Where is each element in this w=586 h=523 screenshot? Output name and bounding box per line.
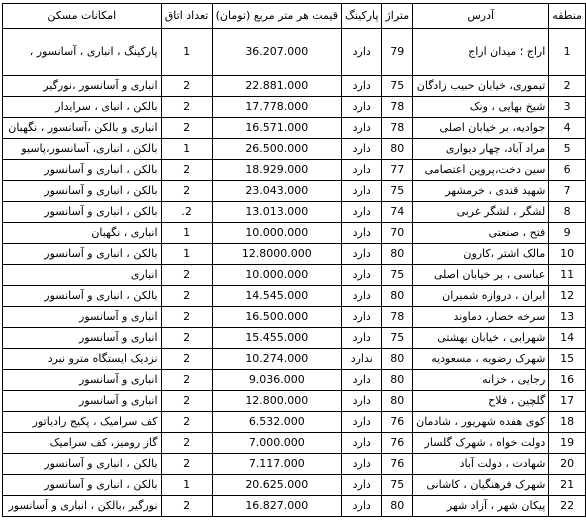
cell-rooms: 1	[161, 244, 212, 265]
cell-address: شهرابی ، خیابان بهشتی	[413, 328, 549, 349]
cell-rooms: 2	[161, 76, 212, 97]
cell-amenities: انباری و بالکن ،آسانسور ، نگهبان	[3, 118, 162, 139]
cell-parking: دارد	[342, 202, 382, 223]
cell-parking: دارد	[342, 244, 382, 265]
cell-address: مالک اشتر ،کارون	[413, 244, 549, 265]
cell-price: 12.8000.000	[212, 244, 341, 265]
cell-amenities: نورگیر ،بالکن ، انباری و آسانسور	[3, 496, 162, 517]
cell-area: 74	[382, 202, 413, 223]
cell-area: 80	[382, 244, 413, 265]
cell-address: لشگر ، لشگر غربی	[413, 202, 549, 223]
cell-address: سین دخت،پروین اعتصامی	[413, 160, 549, 181]
cell-address: شهادت ، دولت آباد	[413, 454, 549, 475]
cell-amenities: پارکینگ ، انباری ، آسانسور ،	[3, 29, 162, 76]
table-row	[3, 391, 586, 412]
cell-address: رجایی ، خزانه	[413, 370, 549, 391]
cell-parking: دارد	[342, 139, 382, 160]
cell-region: 22	[549, 496, 586, 517]
cell-amenities: انباری و آسانسور ،نورگیر	[3, 76, 162, 97]
cell-region: 9	[549, 223, 586, 244]
cell-address: سرخه حصار، دماوند	[413, 307, 549, 328]
cell-area: 70	[382, 223, 413, 244]
cell-amenities: کف سرامیک ، پکیج رادیاتور	[3, 412, 162, 433]
header-area: متراژ	[382, 4, 413, 29]
cell-region: 11	[549, 265, 586, 286]
cell-address: شهرک رضویه ، مسعودیه	[413, 349, 549, 370]
cell-rooms: 2	[161, 118, 212, 139]
table-row	[3, 202, 586, 223]
cell-area: 80	[382, 349, 413, 370]
cell-parking: دارد	[342, 328, 382, 349]
cell-address: شیخ بهایی ، ونک	[413, 97, 549, 118]
cell-rooms: 2	[161, 349, 212, 370]
cell-parking: دارد	[342, 307, 382, 328]
cell-area: 76	[382, 412, 413, 433]
table-row	[3, 76, 586, 97]
cell-area: 75	[382, 328, 413, 349]
cell-rooms: 1	[161, 475, 212, 496]
cell-address: جوادیه، بر خیابان اصلی	[413, 118, 549, 139]
cell-region: 8	[549, 202, 586, 223]
cell-price: 23.043.000	[212, 181, 341, 202]
cell-parking: دارد	[342, 29, 382, 76]
cell-price: 16.571.000	[212, 118, 341, 139]
table-row	[3, 349, 586, 370]
cell-amenities: بالکن ، انباری و آسانسور	[3, 286, 162, 307]
cell-rooms: 2	[161, 265, 212, 286]
cell-region: 21	[549, 475, 586, 496]
cell-area: 80	[382, 370, 413, 391]
cell-rooms: 1	[161, 223, 212, 244]
cell-area: 76	[382, 433, 413, 454]
cell-address: فتح ، صنعتی	[413, 223, 549, 244]
cell-region: 3	[549, 97, 586, 118]
cell-price: 15.455.000	[212, 328, 341, 349]
cell-parking: دارد	[342, 433, 382, 454]
cell-area: 78	[382, 97, 413, 118]
cell-parking: دارد	[342, 412, 382, 433]
cell-amenities: انباری و آسانسور	[3, 307, 162, 328]
cell-price: 36.207.000	[212, 29, 341, 76]
cell-region: 15	[549, 349, 586, 370]
cell-amenities: بالکن ، انباری و آسانسور	[3, 181, 162, 202]
cell-parking: دارد	[342, 223, 382, 244]
table-row	[3, 139, 586, 160]
cell-area: 80	[382, 139, 413, 160]
table-row	[3, 475, 586, 496]
cell-rooms: 2	[161, 391, 212, 412]
cell-region: 1	[549, 29, 586, 76]
cell-address: مراد آباد، چهار دیواری	[413, 139, 549, 160]
table-row	[3, 433, 586, 454]
cell-region: 14	[549, 328, 586, 349]
cell-parking: دارد	[342, 181, 382, 202]
cell-price: 16.500.000	[212, 307, 341, 328]
cell-amenities: بالکن ، انباری، آسانسور،پاسیو	[3, 139, 162, 160]
cell-price: 14.545.000	[212, 286, 341, 307]
cell-region: 13	[549, 307, 586, 328]
table-row	[3, 223, 586, 244]
cell-address: ایران ، دروازه شمیران	[413, 286, 549, 307]
cell-rooms: 2	[161, 181, 212, 202]
cell-amenities: انباری	[3, 265, 162, 286]
header-price: قیمت هر متر مربع (تومان)	[212, 4, 341, 29]
cell-price: 20.625.000	[212, 475, 341, 496]
cell-area: 80	[382, 286, 413, 307]
cell-amenities: انباری و آسانسور	[3, 328, 162, 349]
cell-area: 78	[382, 118, 413, 139]
cell-region: 18	[549, 412, 586, 433]
cell-address: شهرک فرهنگیان ، کاشانی	[413, 475, 549, 496]
cell-region: 10	[549, 244, 586, 265]
cell-parking: دارد	[342, 496, 382, 517]
cell-address: کوی هفده شهریور ، شادمان	[413, 412, 549, 433]
table-row	[3, 265, 586, 286]
cell-region: 4	[549, 118, 586, 139]
cell-rooms: 2	[161, 97, 212, 118]
cell-rooms: 2	[161, 454, 212, 475]
cell-area: 79	[382, 29, 413, 76]
cell-area: 75	[382, 76, 413, 97]
cell-region: 16	[549, 370, 586, 391]
cell-price: 17.778.000	[212, 97, 341, 118]
table-row	[3, 412, 586, 433]
cell-address: دولت خواه ، شهرک گلسار	[413, 433, 549, 454]
cell-price: 7.000.000	[212, 433, 341, 454]
cell-amenities: گاز رومیز، کف سرامیک	[3, 433, 162, 454]
table-row	[3, 160, 586, 181]
cell-address: اراج ؛ میدان اراج	[413, 29, 549, 76]
cell-rooms: 1	[161, 29, 212, 76]
cell-price: 10.274.000	[212, 349, 341, 370]
table-row	[3, 496, 586, 517]
cell-parking: دارد	[342, 76, 382, 97]
cell-price: 22.881.000	[212, 76, 341, 97]
cell-area: 75	[382, 265, 413, 286]
cell-rooms: 2	[161, 307, 212, 328]
cell-rooms: 2	[161, 433, 212, 454]
cell-amenities: انباری و آسانسور	[3, 370, 162, 391]
cell-parking: دارد	[342, 475, 382, 496]
table-row	[3, 328, 586, 349]
cell-parking: دارد	[342, 160, 382, 181]
cell-address: گلچین ، فلاح	[413, 391, 549, 412]
cell-region: 5	[549, 139, 586, 160]
cell-region: 6	[549, 160, 586, 181]
header-parking: پارکینگ	[342, 4, 382, 29]
cell-price: 9.036.000	[212, 370, 341, 391]
cell-address: تیموری، خیابان حبیب زادگان	[413, 76, 549, 97]
cell-area: 77	[382, 160, 413, 181]
cell-address: شهید قندی ، خرمشهر	[413, 181, 549, 202]
cell-rooms: 2	[161, 370, 212, 391]
cell-parking: دارد	[342, 370, 382, 391]
cell-amenities: بالکن ، انباری و آسانسور	[3, 454, 162, 475]
cell-amenities: بالکن ، انباری و آسانسور	[3, 475, 162, 496]
header-address: آدرس	[413, 4, 549, 29]
cell-price: 7.117.000	[212, 454, 341, 475]
cell-price: 13.013.000	[212, 202, 341, 223]
cell-price: 18.929.000	[212, 160, 341, 181]
cell-rooms: 2	[161, 496, 212, 517]
cell-region: 12	[549, 286, 586, 307]
table-row	[3, 370, 586, 391]
cell-price: 16.827.000	[212, 496, 341, 517]
cell-area: 78	[382, 307, 413, 328]
table-row	[3, 286, 586, 307]
cell-region: 17	[549, 391, 586, 412]
table-row	[3, 118, 586, 139]
cell-price: 12.800.000	[212, 391, 341, 412]
cell-parking: دارد	[342, 265, 382, 286]
cell-area: 75	[382, 181, 413, 202]
cell-region: 19	[549, 433, 586, 454]
cell-amenities: بالکن ، انباری و آسانسور	[3, 160, 162, 181]
cell-amenities: بالکن ، انبای ، سرایدار	[3, 97, 162, 118]
cell-region: 20	[549, 454, 586, 475]
cell-rooms: 2.	[161, 202, 212, 223]
cell-amenities: انباری و آسانسور	[3, 391, 162, 412]
cell-rooms: 2	[161, 412, 212, 433]
cell-address: پیکان شهر ، آزاد شهر	[413, 496, 549, 517]
header-row	[3, 4, 586, 29]
table-row	[3, 29, 586, 76]
cell-amenities: نزدیک ایستگاه مترو نبرد	[3, 349, 162, 370]
cell-rooms: 1	[161, 139, 212, 160]
cell-address: عباسی ، بر خیابان اصلی	[413, 265, 549, 286]
property-table	[2, 3, 586, 517]
cell-amenities: بالکن ، انباری و آسانسور	[3, 202, 162, 223]
header-region: منطقه	[549, 4, 586, 29]
table-row	[3, 97, 586, 118]
cell-parking: دارد	[342, 454, 382, 475]
cell-parking: دارد	[342, 286, 382, 307]
cell-parking: دارد	[342, 97, 382, 118]
cell-parking: دارد	[342, 118, 382, 139]
cell-parking: ندارد	[342, 349, 382, 370]
cell-price: 10.000.000	[212, 223, 341, 244]
table-row	[3, 454, 586, 475]
table-body	[3, 29, 586, 517]
header-rooms: تعداد اتاق	[161, 4, 212, 29]
cell-rooms: 2	[161, 286, 212, 307]
cell-price: 6.532.000	[212, 412, 341, 433]
cell-rooms: 2	[161, 328, 212, 349]
cell-price: 26.500.000	[212, 139, 341, 160]
cell-amenities: بالکن ، انباری و آسانسور	[3, 244, 162, 265]
cell-amenities: انباری ، نگهبان	[3, 223, 162, 244]
table-row	[3, 181, 586, 202]
cell-area: 80	[382, 496, 413, 517]
cell-region: 2	[549, 76, 586, 97]
cell-area: 80	[382, 391, 413, 412]
cell-region: 7	[549, 181, 586, 202]
header-amenities: امکانات مسکن	[3, 4, 162, 29]
cell-rooms: 2	[161, 160, 212, 181]
table-row	[3, 244, 586, 265]
cell-parking: دارد	[342, 391, 382, 412]
cell-price: 10.000.000	[212, 265, 341, 286]
table-row	[3, 307, 586, 328]
cell-area: 76	[382, 454, 413, 475]
cell-area: 75	[382, 475, 413, 496]
